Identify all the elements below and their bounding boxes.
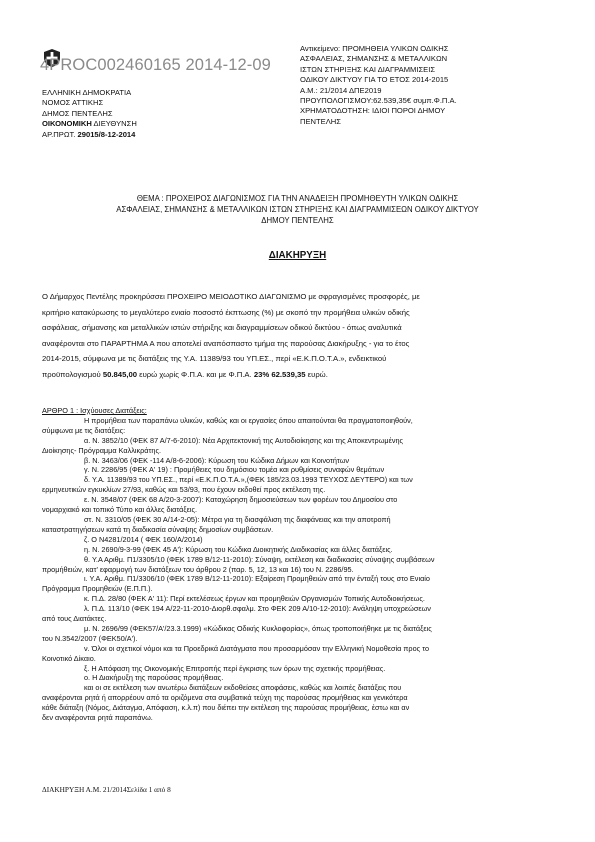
department-name: ΟΙΚΟΝΟΜΙΚΗ [42, 119, 92, 129]
issuer-line: ΝΟΜΟΣ ΑΤΤΙΚΗΣ [42, 98, 104, 108]
article-line: του Ν.3542/2007 (ΦΕΚ50/Α'). [42, 633, 138, 643]
subject-line: ΙΣΤΩΝ ΣΤΗΡΙΞΗΣ ΚΑΙ ΔΙΑΓΡΑΜΜΙΣΕΙΣ [300, 64, 436, 74]
article-line: η. Ν. 2690/9-3-99 (ΦΕΚ 45 Α'): Κύρωση του Κώδικα Διοικητικής Διαδικασίας και άλλες διατάξεις. [84, 544, 393, 554]
department-rest: ΔΙΕΥΘΥΝΣΗ [91, 119, 137, 129]
intro-line: 2014-2015, σύμφωνα με τις διατάξεις της Υ.Α. 11389/93 του ΥΠ.ΕΣ., περί «Ε.Κ.Π.Ο.Τ.Α.», ενδεικτικού [42, 354, 387, 364]
budget-text: ευρώ. [305, 369, 328, 379]
article-title [42, 406, 554, 416]
subject-line: Α.Μ.: 21/2014 ΔΠΕ2019 [300, 85, 382, 95]
article-line: κάθε διάταξη (Νόμος, Διάταγμα, Απόφαση, κ.λ.π) που διέπει την εκτέλεση της παρούσας προμήθειας, έστω και αν [42, 703, 410, 713]
article-line: β. Ν. 3463/06 (ΦΕΚ -114 Α/8-6-2006): Κύρωση του Κώδικα Δήμων και Κοινοτήτων [84, 455, 350, 465]
intro-line: κριτήριο κατακύρωσης το μεγαλύτερο ενιαίο ποσοστό έκπτωσης (%) με σκοπό την προμήθεια υλικών οδικής [42, 307, 410, 317]
article-line: σύμφωνα με τις διατάξεις: [42, 425, 126, 435]
budget-gross-amount: 23% 62.539,35 [253, 369, 306, 379]
intro-line: αναφέρονται στο ΠΑΡΑΡΤΗΜΑ Α που αποτελεί αναπόσπαστο τμήμα της παρούσας Διακήρυξης - για το έτος [42, 338, 410, 348]
theme-line: ΑΣΦΑΛΕΙΑΣ, ΣΗΜΑΝΣΗΣ & ΜΕΤΑΛΛΙΚΩΝ ΙΣΤΩΝ ΣΤΗΡΙΞΗΣ ΚΑΙ ΔΙΑΓΡΑΜΜΙΣΕΩΝ ΟΔΙΚΟΥ ΔΙΚΤΥΟΥ [116, 205, 479, 214]
intro-budget-line [42, 367, 554, 383]
protocol-line [42, 130, 137, 140]
subject-line: ΠΕΝΤΕΛΗΣ [300, 116, 341, 126]
article-line: Η προμήθεια των παραπάνω υλικών, καθώς και οι εργασίες όπου απαιτούνται θα πραγματοποιηθούν, [84, 415, 413, 425]
article-line: και οι σε εκτέλεση των ανωτέρω διατάξεων εκδοθείσες αποφάσεις, καθώς και λοιπές διατάξεις που [84, 683, 402, 693]
theme-heading [40, 193, 555, 226]
department-line [42, 119, 137, 129]
protocol-number: 29015/8-12-2014 [77, 129, 136, 139]
article-line: ε. Ν. 3548/07 (ΦΕΚ 68 Α/20-3-2007): Καταχώρηση δημοσιεύσεων των φορέων του Δημοσίου στο [84, 495, 398, 505]
article-line: ζ. Ο Ν4281/2014 ( ΦΕΚ 160/Α/2014) [84, 534, 203, 544]
article-line: γ. Ν. 2286/95 (ΦΕΚ Α' 19) : Προμήθειες του δημόσιου τομέα και ρυθμίσεις συναφών θεμάτων [84, 465, 385, 475]
subject-line: ΟΔΙΚΟΥ ΔΙΚΤΥΟΥ ΓΙΑ ΤΟ ΕΤΟΣ 2014-2015 [300, 75, 449, 85]
article-line: θ. Υ.Α Αριθμ. Π1/3305/10 (ΦΕΚ 1789 Β/12-11-2010): Σύναψη, εκτέλεση και διαδικασίες σύναψης συμβάσεων [84, 554, 435, 564]
article-line: προμήθειών, κατ' εφαρμογή των διατάξεων του άρθρου 2 (παρ. 5, 12, 13 και 16) του Ν. 2286/95. [42, 564, 354, 574]
article-line: Διοίκησης- Πρόγραμμα Καλλικράτης. [42, 445, 161, 455]
subject-line: ΑΣΦΑΛΕΙΑΣ, ΣΗΜΑΝΣΗΣ & ΜΕΤΑΛΛΙΚΩΝ [300, 54, 448, 64]
issuer-block [42, 88, 137, 140]
article-line: δ. Υ.Α. 11389/93 του ΥΠ.ΕΣ., περί «Ε.Κ.Π.Ο.Τ.Α.»,(ΦΕΚ 185/23.03.1993 ΤΕΥΧΟΣ ΔΕΥΤΕΡΟ) και των [84, 475, 413, 485]
article-lines [42, 416, 554, 723]
intro-paragraph [42, 289, 554, 383]
article-line: καταστρατηγήσεων κατά τη διαδικασία σύναψης δημοσίων συμβάσεων. [42, 524, 274, 534]
document-id-watermark: 4PROC002460165 2014-12-09 [40, 56, 271, 74]
theme-line: ΔΗΜΟΥ ΠΕΝΤΕΛΗΣ [261, 216, 334, 225]
article-line: νομαρχιακό και τοπικό Τύπο και άλλες διατάξεις. [42, 505, 198, 515]
article-line: α. Ν. 3852/10 (ΦΕΚ 87 Α/7-6-2010): Νέα Αρχιτεκτονική της Αυτοδιοίκησης και της Αποκεντρωμένης [84, 435, 404, 445]
subject-line: ΠΡΟΥΠΟΛΟΓΙΣΜΟΥ:62.539,35€ συμπ.Φ.Π.Α. [300, 96, 457, 106]
article-line: Κοινοτικό Δίκαιο. [42, 653, 96, 663]
article-line: ερμηνευτικών εγκυκλίων 27/93, καθώς και 53/93, που έχουν εκδοθεί προς εκτέλεση της. [42, 485, 326, 495]
theme-line: ΘΕΜΑ : ΠΡΟΧΕΙΡΟΣ ΔΙΑΓΩΝΙΣΜΟΣ ΓΙΑ ΤΗΝ ΑΝΑΔΕΙΞΗ ΠΡΟΜΗΘΕΥΤΗ ΥΛΙΚΩΝ ΟΔΙΚΗΣ [136, 194, 459, 203]
intro-line: ασφάλειας, σήμανσης και μεταλλικών ιστών στήριξης και διαγραμμίσεων οδικού δικτύου - όπως αναλυτικά [42, 323, 402, 333]
article-line: μ. Ν. 2696/99 (ΦΕΚ57/Α'/23.3.1999) «Κώδικας Οδικής Κυκλοφορίας», όπως τροποποιήθηκε με τις διατάξεις [84, 623, 432, 633]
subject-line: ΧΡΗΜΑΤΟΔΟΤΗΣΗ: ΙΔΙΟΙ ΠΟΡΟΙ ΔΗΜΟΥ [300, 106, 446, 116]
budget-net-amount: 50.845,00 [102, 369, 138, 379]
article-line: κ. Π.Δ. 28/80 (ΦΕΚ Α' 11): Περί εκτελέσεως έργων και προμηθειών Οργανισμών Τοπικής Αυτοδιοικήσεως. [84, 594, 425, 604]
article-1 [42, 406, 554, 723]
page-footer: ΔΙΑΚΗΡΥΞΗ Α.Μ. 21/2014Σελίδα 1 από 8 [42, 785, 171, 794]
budget-text: ευρώ χωρίς Φ.Π.Α. και με Φ.Π.Α. [137, 369, 254, 379]
article-line: ι. Υ.Α. Αριθμ. Π1/3306/10 (ΦΕΚ 1789 Β/12-11-2010): Εξαίρεση Προμηθειών από την ένταξή τους στο Ενιαίο [84, 574, 430, 584]
budget-text: προϋπολογισμού [42, 369, 103, 379]
issuer-line: ΕΛΛΗΝΙΚΗ ΔΗΜΟΚΡΑΤΙΑ [42, 88, 132, 97]
article-line: λ. Π.Δ. 113/10 (ΦΕΚ 194 Α/22-11-2010-Διορθ.σφαλμ. Στο ΦΕΚ 209 Α/10-12-2010): Ανάληψη υποχρεώσεων [84, 604, 431, 614]
protocol-label: ΑΡ.ΠΡΩΤ. [42, 129, 78, 139]
article-line: ξ. Η Απόφαση της Οικονομικής Επιτροπής περί έγκρισης των όρων της σχετικής προμήθειας. [84, 663, 386, 673]
article-line: ν. Όλοι οι σχετικοί νόμοι και τα Προεδρικά Διατάγματα που προσαρμόσαν την Ελληνική Νομοθεσία προς το [84, 643, 430, 653]
article-line: από τους Διατάκτες. [42, 614, 107, 624]
article-title-text: ΑΡΘΡΟ 1 : Ισχύουσες Διατάξεις: [42, 406, 147, 415]
article-line: δεν αναφέρονται ρητά παραπάνω. [42, 713, 153, 723]
article-line: Πρόγραμμα Προμηθειών (Ε.Π.Π.). [42, 584, 153, 594]
article-line: αναφέρονται ρητά ή απορρέουν από τα οριζόμενα στα συμβατικά τεύχη της παρούσας προμήθειας και γενικότερα [42, 693, 408, 703]
issuer-line: ΔΗΜΟΣ ΠΕΝΤΕΛΗΣ [42, 108, 113, 118]
subject-block [300, 44, 550, 127]
subject-line: Αντικείμενο: ΠΡΟΜΗΘΕΙΑ ΥΛΙΚΩΝ ΟΔΙΚΗΣ [300, 44, 449, 53]
document-title: ΔΙΑΚΗΡΥΞΗ [268, 250, 327, 261]
intro-line: Ο Δήμαρχος Πεντέλης προκηρύσσει ΠΡΟΧΕΙΡΟ ΜΕΙΟΔΟΤΙΚΟ ΔΙΑΓΩΝΙΣΜΟ με σφραγισμένες προσφορές, με [42, 292, 420, 301]
article-line: ο. Η Διακήρυξη της παρούσας προμήθειας. [84, 673, 224, 683]
article-line: στ. Ν. 3310/05 (ΦΕΚ 30 Α/14-2-05): Μέτρα για τη διασφάλιση της διαφάνειας και την αποτροπή [84, 514, 391, 524]
